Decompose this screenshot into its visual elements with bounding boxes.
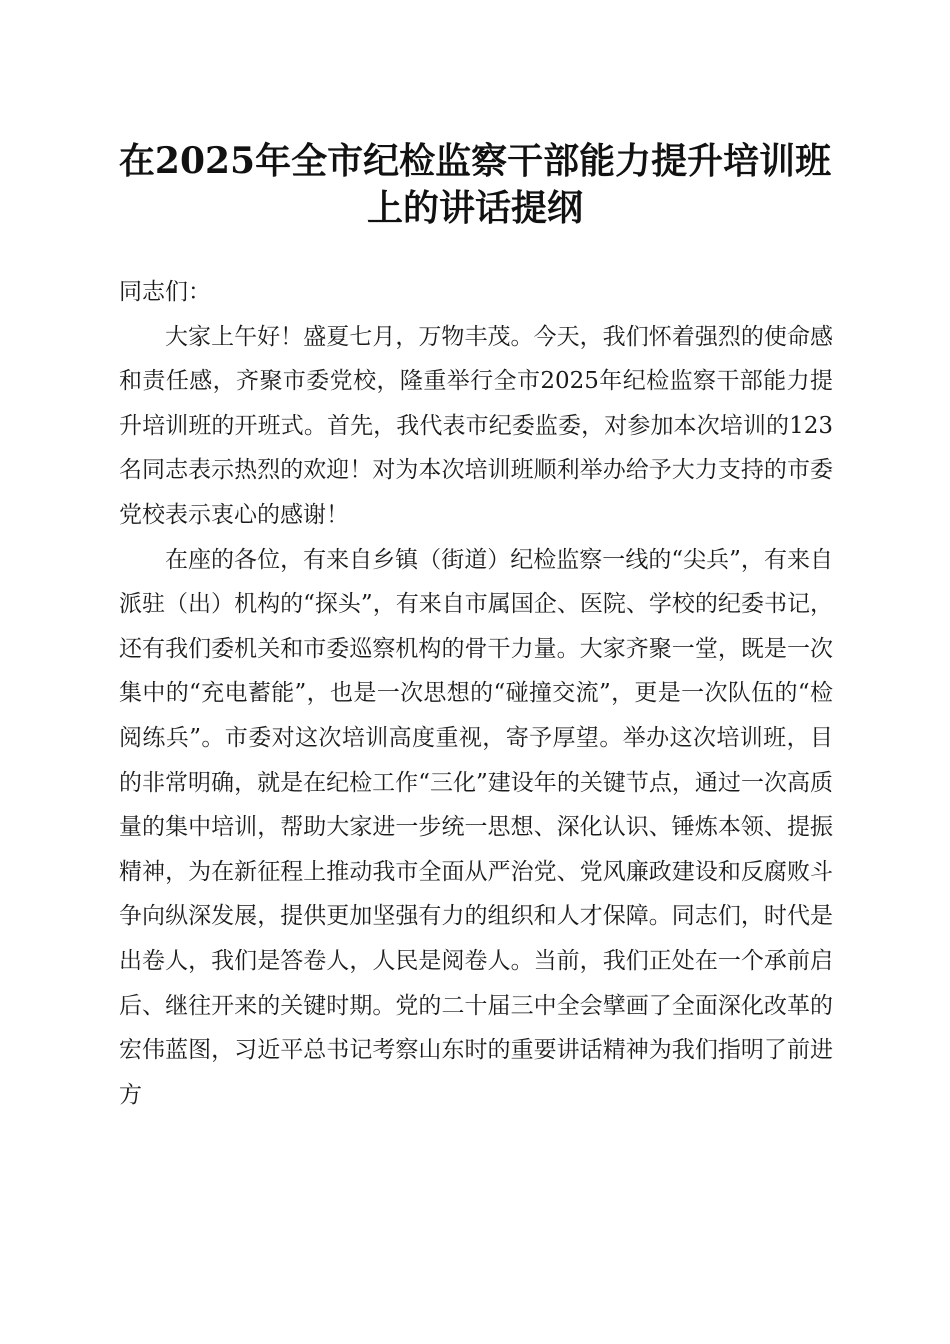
title-line-1: 在2025年全市纪检监察干部能力提升培训班 bbox=[118, 140, 832, 182]
title-line-2: 上的讲话提纲 bbox=[366, 187, 583, 229]
paragraph-2: 在座的各位，有来自乡镇（街道）纪检监察一线的“尖兵”，有来自派驻（出）机构的“探头”，有来自市属国企、医院、学校的纪委书记，还有我们委机关和市委巡察机构的骨干力量。大家齐聚一堂，既是一次集中的“充电蓄能”，也是一次思想的“碰撞交流”，更是一次队伍的“检阅练兵”。市委对这次培训高度重视，寄予厚望。举办这次培训班，目的非常明确，就是在纪检工作“三化”建设年的关键节点，通过一次高质量的集中培训，帮助大家进一步统一思想、深化认识、锤炼本领、提振精神，为在新征程上推动我市全面从严治党、党风廉政建设和反腐败斗争向纵深发展，提供更加坚强有力的组织和人才保障。同志们，时代是出卷人，我们是答卷人，人民是阅卷人。当前，我们正处在一个承前启后、继往开来的关键时期。党的二十届三中全会擘画了全面深化改革的宏伟蓝图，习近平总书记考察山东时的重要讲话精神为我们指明了前进方 bbox=[119, 546, 833, 1108]
document-title bbox=[110, 138, 840, 232]
salutation: 同志们： bbox=[119, 279, 211, 305]
document-body bbox=[119, 270, 833, 1117]
paragraph-1: 大家上午好！盛夏七月，万物丰茂。今天，我们怀着强烈的使命感和责任感，齐聚市委党校，隆重举行全市2025年纪检监察干部能力提升培训班的开班式。首先，我代表市纪委监委，对参加本次培训的123名同志表示热烈的欢迎！对为本次培训班顺利举办给予大力支持的市委党校表示衷心的感谢！ bbox=[119, 323, 833, 528]
